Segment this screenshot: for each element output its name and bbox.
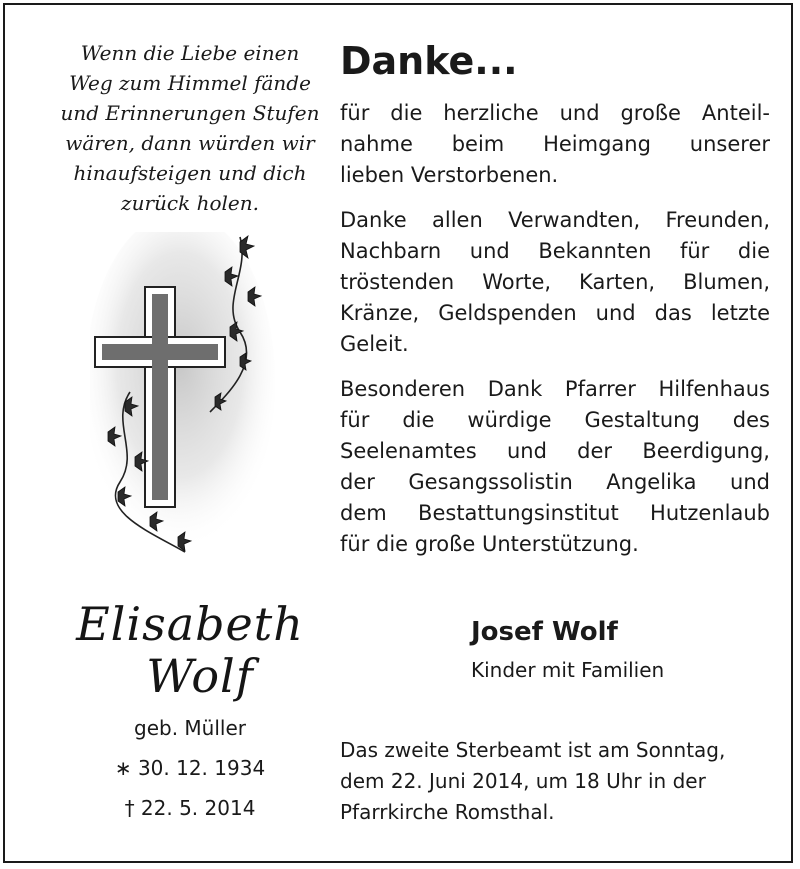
memorial-poem <box>40 38 340 218</box>
paragraph-line: Geleit. <box>340 332 409 356</box>
paragraph-line: Seelenamtes und der Beerdigung, <box>340 439 770 463</box>
deceased-first-name: Elisabeth <box>76 597 304 651</box>
death-date: † 22. 5. 2014 <box>124 796 256 820</box>
paragraph-line: Kränze, Geldspenden und das letzte <box>340 301 770 325</box>
paragraph-line: lieben Verstorbenen. <box>340 163 559 187</box>
deceased-last-name: Wolf <box>146 649 254 703</box>
signer-name: Josef Wolf <box>471 617 618 647</box>
notice-line: Pfarrkirche Romsthal. <box>340 800 555 824</box>
paragraph-line: Nachbarn und Bekannten für die <box>340 239 770 263</box>
deceased-block <box>40 598 340 828</box>
paragraph-line: für die herzliche und große Anteil- <box>340 101 770 125</box>
paragraph-line: tröstenden Worte, Karten, Blumen, <box>340 270 770 294</box>
birth-date: ∗ 30. 12. 1934 <box>114 756 266 780</box>
poem-line: und Erinnerungen Stufen <box>60 101 320 125</box>
thanks-paragraph-2 <box>340 205 770 360</box>
paragraph-line: Danke allen Verwandten, Freunden, <box>340 208 770 232</box>
paragraph-line: Besonderen Dank Pfarrer Hilfenhaus <box>340 377 770 401</box>
memorial-mass-notice <box>340 735 770 828</box>
paragraph-line: der Gesangssolistin Angelika und <box>340 470 770 494</box>
thanks-heading: Danke... <box>340 39 518 83</box>
signer-block <box>471 612 664 688</box>
paragraph-line: nahme beim Heimgang unserer <box>340 132 770 156</box>
notice-line: dem 22. Juni 2014, um 18 Uhr in der <box>340 769 706 793</box>
cross-with-ivy-icon <box>90 232 280 562</box>
thanks-paragraph-3 <box>340 374 770 560</box>
notice-line: Das zweite Sterbeamt ist am Sonntag, <box>340 738 726 762</box>
poem-line: Wenn die Liebe einen <box>80 41 300 65</box>
poem-line: hinaufsteigen und dich <box>73 161 307 185</box>
paragraph-line: dem Bestattungsinstitut Hutzenlaub <box>340 501 770 525</box>
poem-line: wären, dann würden wir <box>65 131 315 155</box>
poem-line: zurück holen. <box>121 191 259 215</box>
poem-line: Weg zum Himmel fände <box>69 71 311 95</box>
thanks-paragraph-1 <box>340 98 770 191</box>
paragraph-line: für die große Unterstützung. <box>340 532 639 556</box>
paragraph-line: für die würdige Gestaltung des <box>340 408 770 432</box>
maiden-name: geb. Müller <box>134 716 246 740</box>
signer-family: Kinder mit Familien <box>471 658 665 682</box>
thanks-column <box>340 34 770 574</box>
